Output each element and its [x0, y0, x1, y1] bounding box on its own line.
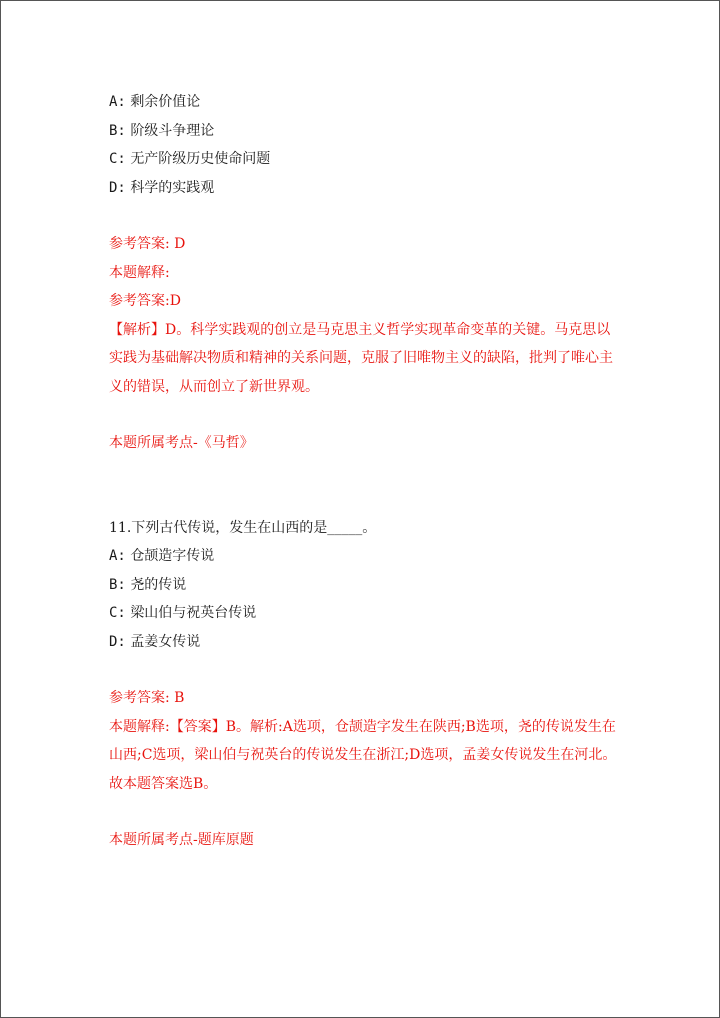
q11-options	[109, 542, 619, 656]
q10-option-d: D: 科学的实践观	[109, 179, 215, 196]
q11-option-b: B: 尧的传说	[109, 576, 187, 593]
q10-topic: 本题所属考点-《马哲》	[109, 435, 254, 451]
q10-answer-repeat: 参考答案:D	[109, 293, 181, 309]
document-body	[109, 88, 619, 855]
q10-option-a: A: 剩余价值论	[109, 94, 201, 110]
q11-question: 11.下列古代传说，发生在山西的是_____。	[109, 519, 377, 536]
q10-option-b: B: 阶级斗争理论	[109, 122, 215, 139]
q11-option-c: C: 梁山伯与祝英台传说	[109, 605, 257, 621]
q10-option-c: C: 无产阶级历史使命问题	[109, 151, 271, 167]
q10-explanation: 【解析】D。科学实践观的创立是马克思主义哲学实现革命变革的关键。马克思以实践为基础解决物质和精神的关系问题，克服了旧唯物主义的缺陷，批判了唯心主义的错误，从而创立了新世界观。	[109, 321, 613, 395]
q10-explain-title: 本题解释:	[109, 264, 170, 281]
q10-answer: 参考答案: D	[109, 236, 186, 252]
q10-options	[109, 88, 619, 202]
q11-answer: 参考答案: B	[109, 690, 185, 706]
q11-option-a: A: 仓颉造字传说	[109, 548, 215, 564]
q11-explanation: 本题解释:【答案】B。解析:A选项，仓颉造字发生在陕西;B选项，尧的传说发生在山西;C选项，梁山伯与祝英台的传说发生在浙江;D选项，孟姜女传说发生在河北。故本题答案选B。	[109, 718, 617, 792]
q11-topic: 本题所属考点-题库原题	[109, 832, 254, 848]
q11-option-d: D: 孟姜女传说	[109, 633, 201, 650]
